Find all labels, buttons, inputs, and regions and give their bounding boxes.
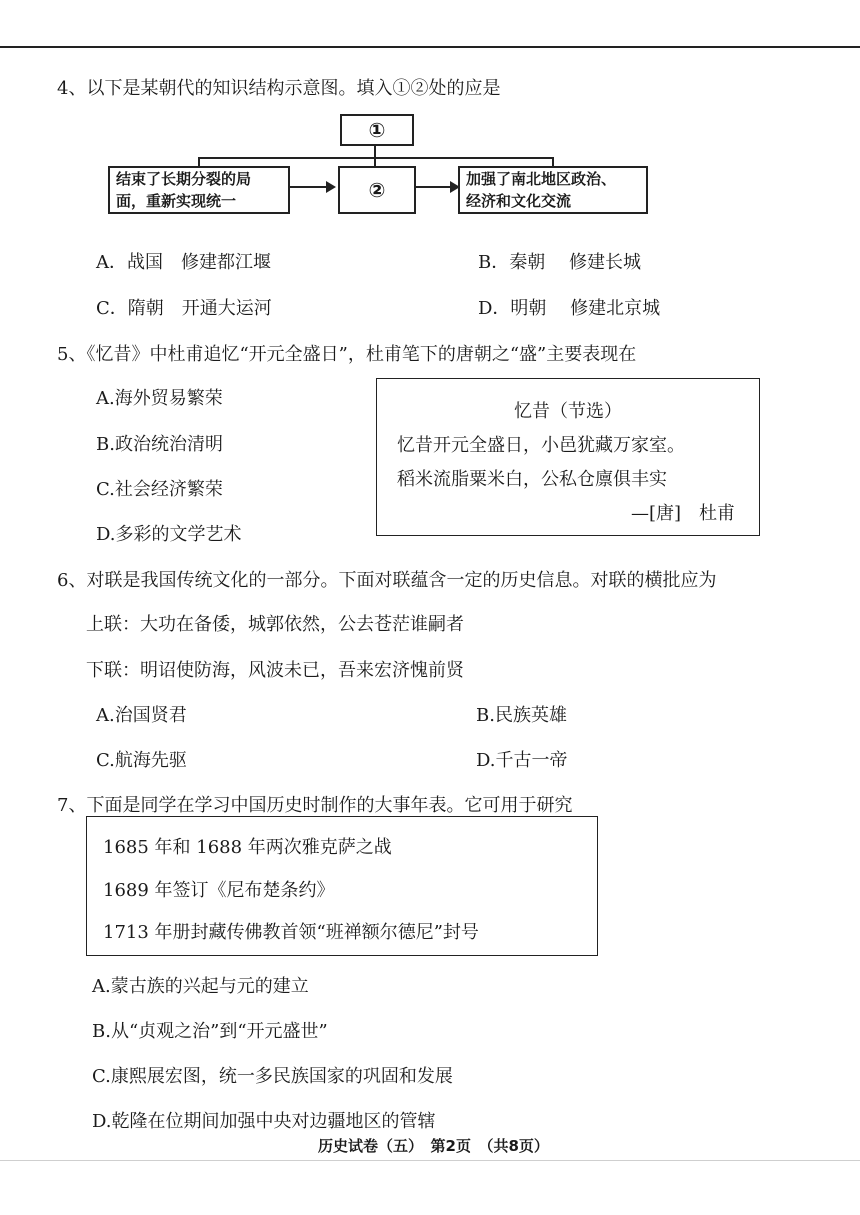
arrow-left-head: [326, 181, 336, 193]
timeline-event: 1689 年签订《尼布楚条约》: [103, 880, 335, 901]
poem-box: [376, 378, 760, 536]
q5-option-b: B.政治统治清明: [96, 434, 223, 455]
q6-upper-couplet: 上联：大功在备倭，城郭依然，公去苍茫谁嗣者: [86, 614, 464, 635]
q5-option-a: A.海外贸易繁荣: [96, 388, 223, 409]
q5-option-c: C.社会经济繁荣: [96, 479, 223, 500]
q6-option-a: A.治国贤君: [96, 705, 187, 726]
q6-lower-couplet: 下联：明诏使防海，风波未已，吾来宏济愧前贤: [86, 660, 464, 681]
timeline-box: [86, 816, 598, 956]
poem-author: —[唐] 杜甫: [630, 503, 735, 524]
poem-title: 忆昔（节选）: [514, 401, 622, 422]
q5-option-d: D.多彩的文学艺术: [96, 524, 242, 545]
right-box-line-2: 经济和文化交流: [466, 192, 572, 210]
q6-option-d: D.千古一帝: [476, 750, 568, 771]
q4-stem: 4、以下是某朝代的知识结构示意图。填入①②处的应是: [57, 78, 501, 99]
connector-top: [374, 144, 376, 158]
timeline-event: 1713 年册封藏传佛教首领“班禅额尔德尼”封号: [103, 922, 479, 943]
right-box-line-1: 加强了南北地区政治、: [466, 170, 617, 188]
diagram-box-2: ②: [338, 166, 416, 214]
q7-option-a: A.蒙古族的兴起与元的建立: [92, 976, 309, 997]
q4-option-b: B．秦朝 修建长城: [478, 252, 641, 273]
arrow-right-shaft: [414, 186, 450, 188]
left-box-line-2: 面，重新实现统一: [116, 192, 237, 210]
timeline-event: 1685 年和 1688 年两次雅克萨之战: [103, 837, 392, 858]
q4-option-d: D．明朝 修建北京城: [478, 298, 661, 319]
q7-option-b: B.从“贞观之治”到“开元盛世”: [92, 1021, 328, 1042]
diagram-box-1: ①: [340, 114, 414, 146]
top-rule: [0, 46, 860, 48]
left-box-line-1: 结束了长期分裂的局: [116, 170, 252, 188]
q4-option-a: A．战国 修建都江堰: [96, 252, 271, 273]
q7-stem: 7、下面是同学在学习中国历史时制作的大事年表。它可用于研究: [57, 795, 573, 816]
page-footer: 历史试卷（五） 第2页 （共8页）: [312, 1135, 555, 1156]
arrow-left-shaft: [288, 186, 326, 188]
q5-stem: 5、《忆昔》中杜甫追忆“开元全盛日”，杜甫笔下的唐朝之“盛”主要表现在: [57, 344, 637, 365]
q6-option-b: B.民族英雄: [476, 705, 567, 726]
bottom-rule: [0, 1160, 860, 1161]
diagram-box-right: [458, 166, 648, 214]
poem-line-2: 稻米流脂粟米白，公私仓廪俱丰实: [397, 469, 667, 490]
q7-option-d: D.乾隆在位期间加强中央对边疆地区的管辖: [92, 1111, 436, 1132]
connector-horizontal: [198, 157, 554, 159]
q6-option-c: C.航海先驱: [96, 750, 187, 771]
poem-line-1: 忆昔开元全盛日，小邑犹藏万家室。: [397, 435, 685, 456]
q7-option-c: C.康熙展宏图，统一多民族国家的巩固和发展: [92, 1066, 453, 1087]
q4-option-c: C．隋朝 开通大运河: [96, 298, 272, 319]
diagram-box-left: [108, 166, 290, 214]
q6-stem: 6、对联是我国传统文化的一部分。下面对联蕴含一定的历史信息。对联的横批应为: [57, 570, 717, 591]
